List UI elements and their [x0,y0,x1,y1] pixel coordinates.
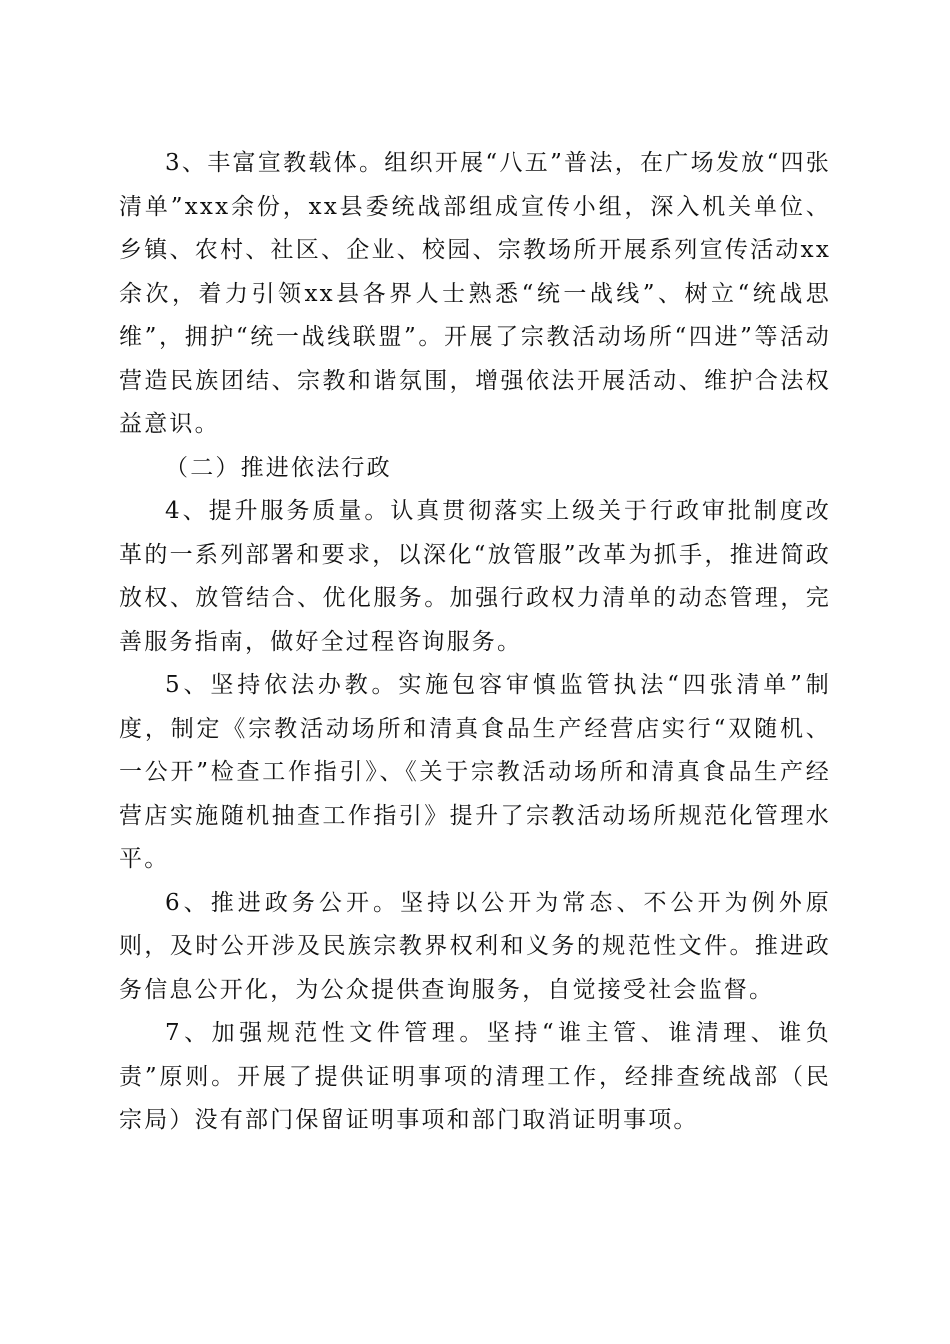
paragraph-enrich-publicity: 3、丰富宣教载体。组织开展“八五”普法，在广场发放“四张清单”xxx余份，xx县委统战部组成宣传小组，深入机关单位、乡镇、农村、社区、企业、校园、宗教场所开展系列宣传活动xx余次，着力引领xx县各界人士熟悉“统一战线”、树立“统战思维”，拥护“统一战线联盟”。开展了宗教活动场所“四进”等活动营造民族团结、宗教和谐氛围，增强依法开展活动、维护合法权益意识。 [119,150,831,437]
paragraph-government-transparency: 6、推进政务公开。坚持以公开为常态、不公开为例外原则，及时公开涉及民族宗教界权利和义务的规范性文件。推进政务信息公开化，为公众提供查询服务，自觉接受社会监督。 [119,889,831,1003]
section-heading-administration: （二）推进依法行政 [165,454,392,481]
paragraph-normative-documents: 7、加强规范性文件管理。坚持“谁主管、谁清理、谁负责”原则。开展了提供证明事项的清理工作，经排查统战部（民宗局）没有部门保留证明事项和部门取消证明事项。 [119,1020,831,1133]
paragraph-religion-by-law: 5、坚持依法办教。实施包容审慎监管执法“四张清单”制度，制定《宗教活动场所和清真食品生产经营店实行“双随机、一公开”检查工作指引》、《关于宗教活动场所和清真食品生产经营店实施随机抽查工作指引》提升了宗教活动场所规范化管理水平。 [119,672,831,872]
document-body [119,142,831,1143]
paragraph-service-quality: 4、提升服务质量。认真贯彻落实上级关于行政审批制度改革的一系列部署和要求，以深化“放管服”改革为抓手，推进简政放权、放管结合、优化服务。加强行政权力清单的动态管理，完善服务指南，做好全过程咨询服务。 [119,498,831,655]
